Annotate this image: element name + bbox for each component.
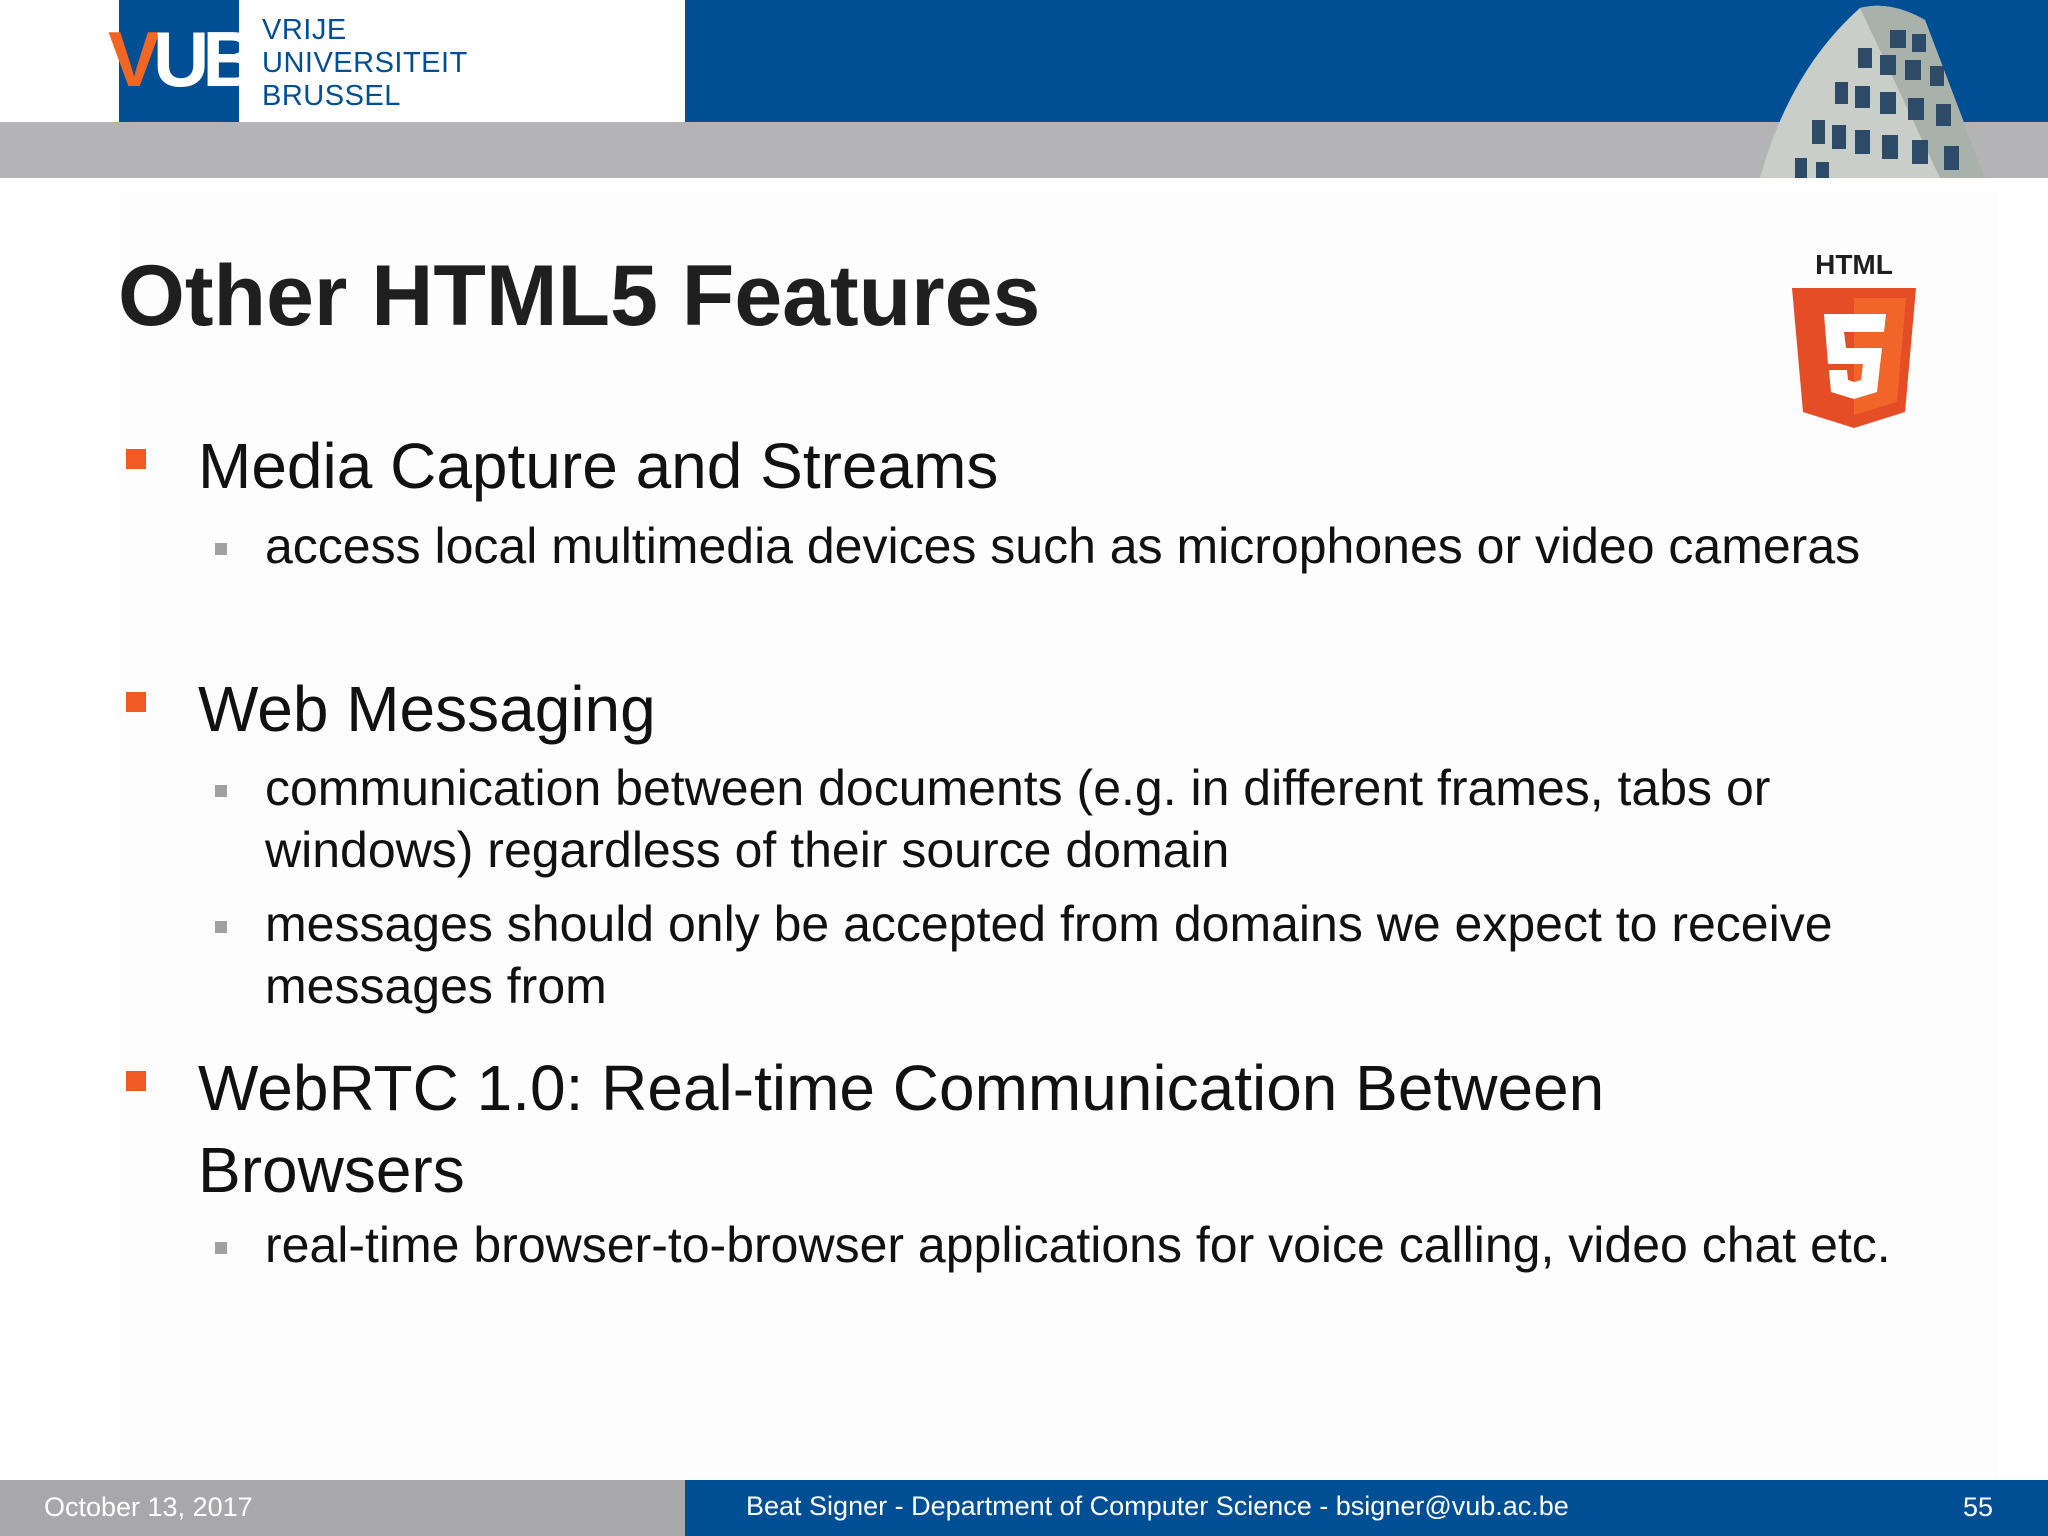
bullet-marker	[126, 692, 146, 712]
bullet-marker	[126, 1071, 146, 1091]
footer-author: Beat Signer - Department of Computer Science - bsigner@vub.ac.be	[746, 1491, 1569, 1521]
bullet-web-messaging: Web Messaging	[198, 673, 656, 745]
sub-bullet-marker	[215, 785, 227, 797]
university-name-line1: VRIJE	[262, 14, 347, 46]
sub-bullet-marker	[215, 543, 227, 555]
html5-logo-label: HTML	[1815, 250, 1893, 280]
sub-bullet-real-time-apps: real-time browser-to-browser applications for voice calling, video chat etc.	[265, 1217, 1891, 1273]
html5-logo-icon	[1790, 250, 1918, 430]
building-photo-icon	[1740, 0, 2000, 178]
university-name-line3: BRUSSEL	[262, 80, 401, 112]
sub-bullet-media-devices: access local multimedia devices such as microphones or video cameras	[265, 518, 1861, 574]
university-name	[262, 14, 468, 113]
vub-logo-letters: VUB	[108, 15, 252, 103]
university-name-line2: UNIVERSITEIT	[262, 47, 468, 79]
university-logo	[0, 0, 685, 122]
slide-title: Other HTML5 Features	[118, 248, 1041, 344]
bullet-marker	[126, 449, 146, 469]
sub-bullet-marker	[215, 921, 227, 933]
sub-bullet-marker	[215, 1242, 227, 1254]
bullet-webrtc: WebRTC 1.0: Real-time Communication Between Browsers	[198, 1052, 1605, 1206]
page-number: 55	[1963, 1492, 1994, 1522]
sub-bullet-accepted-domains: messages should only be accepted from domains we expect to receive messages from	[265, 896, 1833, 1014]
footer-date: October 13, 2017	[44, 1492, 253, 1522]
sub-bullet-cross-document: communication between documents (e.g. in different frames, tabs or windows) regardless of their source domain	[265, 760, 1771, 878]
bullet-media-capture: Media Capture and Streams	[198, 430, 999, 502]
